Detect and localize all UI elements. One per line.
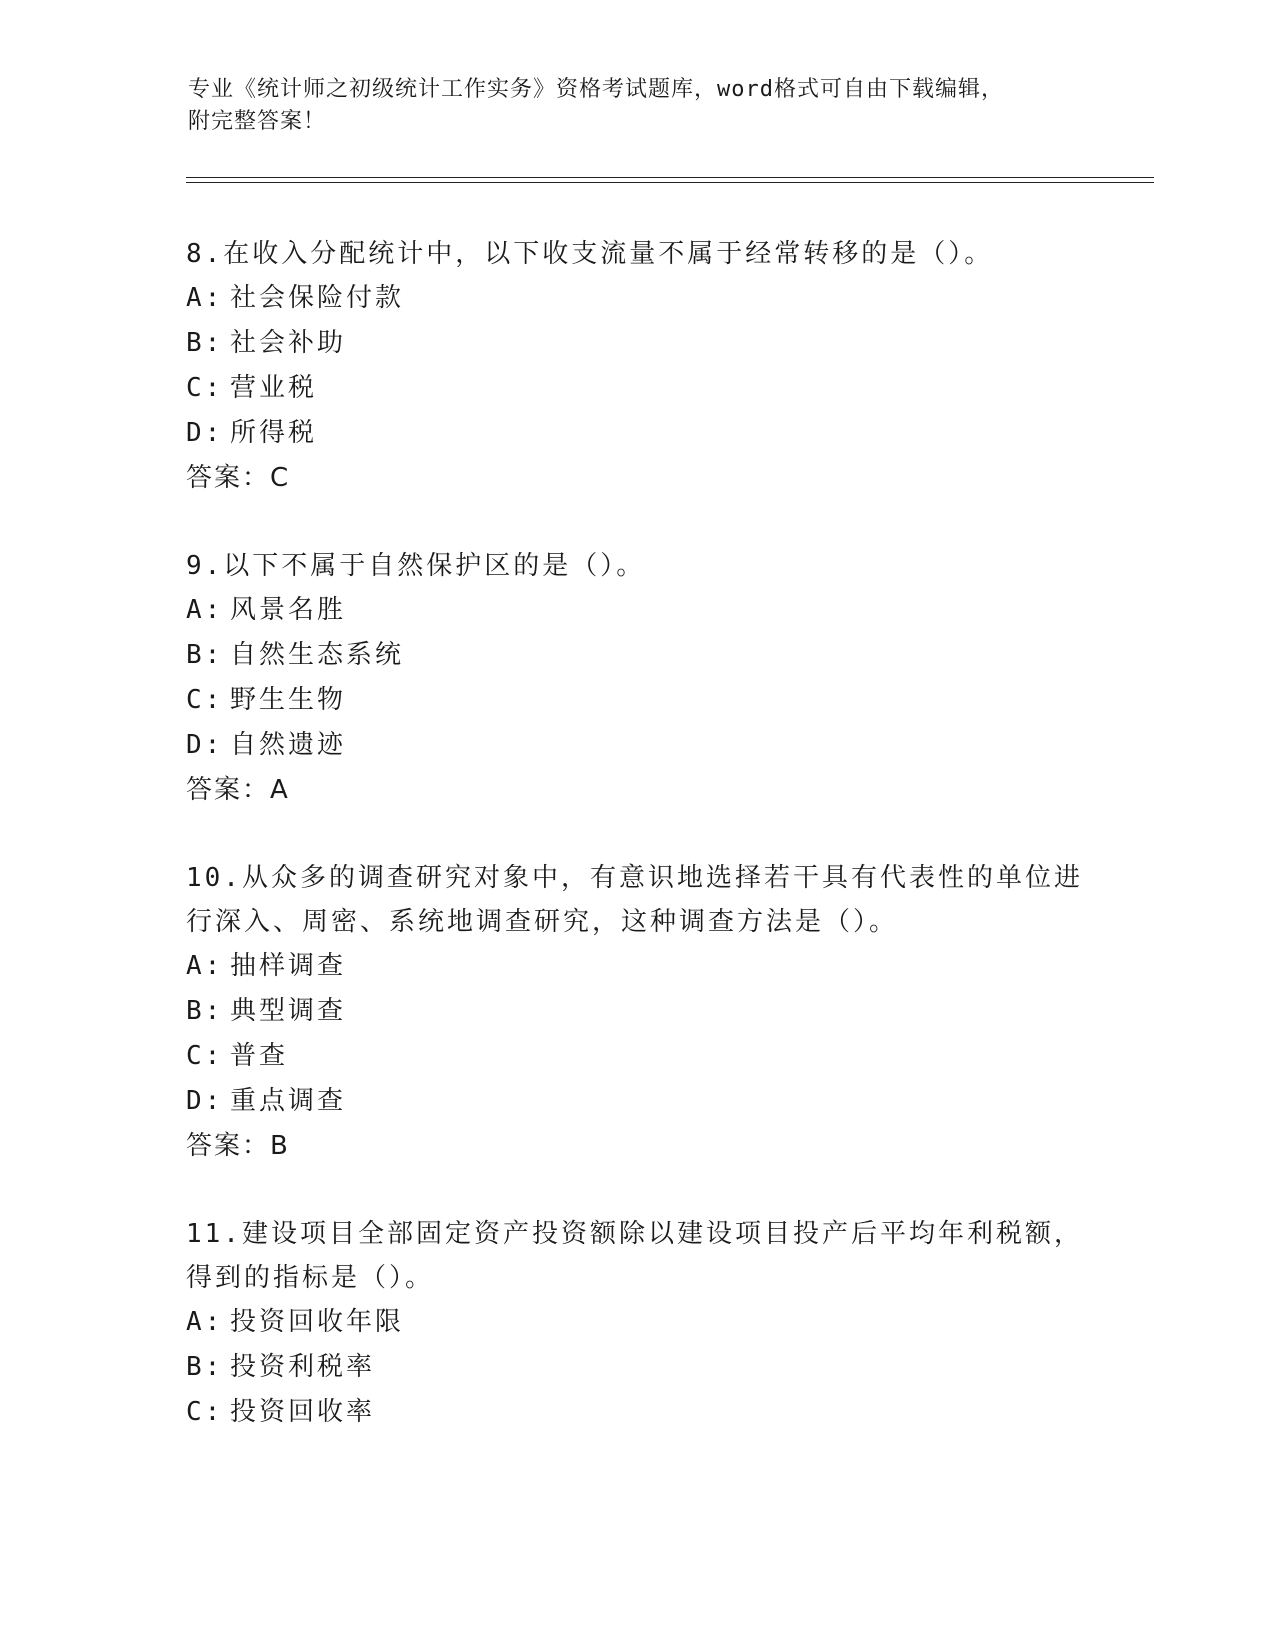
header-line-2: 附完整答案！: [188, 109, 327, 134]
option-text: 社会补助: [230, 328, 347, 358]
option-text: 营业税: [230, 373, 318, 403]
option-text: 风景名胜: [230, 595, 347, 625]
option-letter: C:: [186, 373, 224, 403]
option-text: 投资回收年限: [230, 1307, 405, 1337]
answer-option: [186, 944, 1086, 989]
option-letter: D:: [186, 730, 224, 760]
option-letter: B:: [186, 996, 224, 1026]
option-text: 重点调查: [230, 1086, 347, 1116]
answer-option: [186, 411, 1086, 456]
answer-option: [186, 366, 1086, 411]
option-text: 社会保险付款: [230, 283, 405, 313]
answer-option: [186, 1034, 1086, 1079]
answer-option: [186, 633, 1086, 678]
answer-key: 答案：B: [186, 1131, 290, 1161]
question-item: [186, 1212, 1086, 1435]
option-letter: B:: [186, 640, 224, 670]
answer-key: 答案：C: [186, 463, 291, 493]
header-rule-bottom: [186, 182, 1154, 183]
option-text: 投资回收率: [230, 1397, 376, 1427]
answer-option: [186, 276, 1086, 321]
option-letter: A:: [186, 283, 224, 313]
option-letter: C:: [186, 1041, 224, 1071]
option-letter: D:: [186, 1086, 224, 1116]
option-text: 典型调查: [230, 996, 347, 1026]
question-item: [186, 232, 1086, 500]
option-text: 所得税: [230, 418, 318, 448]
question-item: [186, 544, 1086, 812]
option-letter: D:: [186, 418, 224, 448]
header-rule-top: [186, 177, 1154, 178]
question-text: 9.以下不属于自然保护区的是（）。: [186, 551, 646, 581]
answer-option: [186, 1079, 1086, 1124]
option-text: 自然生态系统: [230, 640, 405, 670]
answer-option: [186, 1390, 1086, 1435]
answer-option: [186, 321, 1086, 366]
answer-option: [186, 678, 1086, 723]
question-list: [186, 232, 1086, 1479]
option-letter: B:: [186, 328, 224, 358]
answer-option: [186, 723, 1086, 768]
question-text: 11.建设项目全部固定资产投资额除以建设项目投产后平均年利税额，得到的指标是（）。: [186, 1219, 1083, 1293]
answer-option: [186, 588, 1086, 633]
option-text: 普查: [230, 1041, 289, 1071]
option-letter: A:: [186, 951, 224, 981]
option-letter: C:: [186, 1397, 224, 1427]
option-letter: A:: [186, 595, 224, 625]
option-letter: B:: [186, 1352, 224, 1382]
answer-option: [186, 1345, 1086, 1390]
option-text: 野生生物: [230, 685, 347, 715]
option-text: 自然遗迹: [230, 730, 347, 760]
option-letter: A:: [186, 1307, 224, 1337]
question-item: [186, 856, 1086, 1168]
option-text: 抽样调查: [230, 951, 347, 981]
answer-option: [186, 1300, 1086, 1345]
answer-option: [186, 989, 1086, 1034]
question-text: 10.从众多的调查研究对象中，有意识地选择若干具有代表性的单位进行深入、周密、系统地调查研究，这种调查方法是（）。: [186, 863, 1083, 937]
header-line-1: 专业《统计师之初级统计工作实务》资格考试题库，word格式可自由下载编辑，: [188, 77, 1004, 102]
option-text: 投资利税率: [230, 1352, 376, 1382]
option-letter: C:: [186, 685, 224, 715]
document-header: [188, 74, 1088, 138]
answer-key: 答案：A: [186, 775, 290, 805]
question-text: 8.在收入分配统计中，以下收支流量不属于经常转移的是（）。: [186, 239, 994, 269]
